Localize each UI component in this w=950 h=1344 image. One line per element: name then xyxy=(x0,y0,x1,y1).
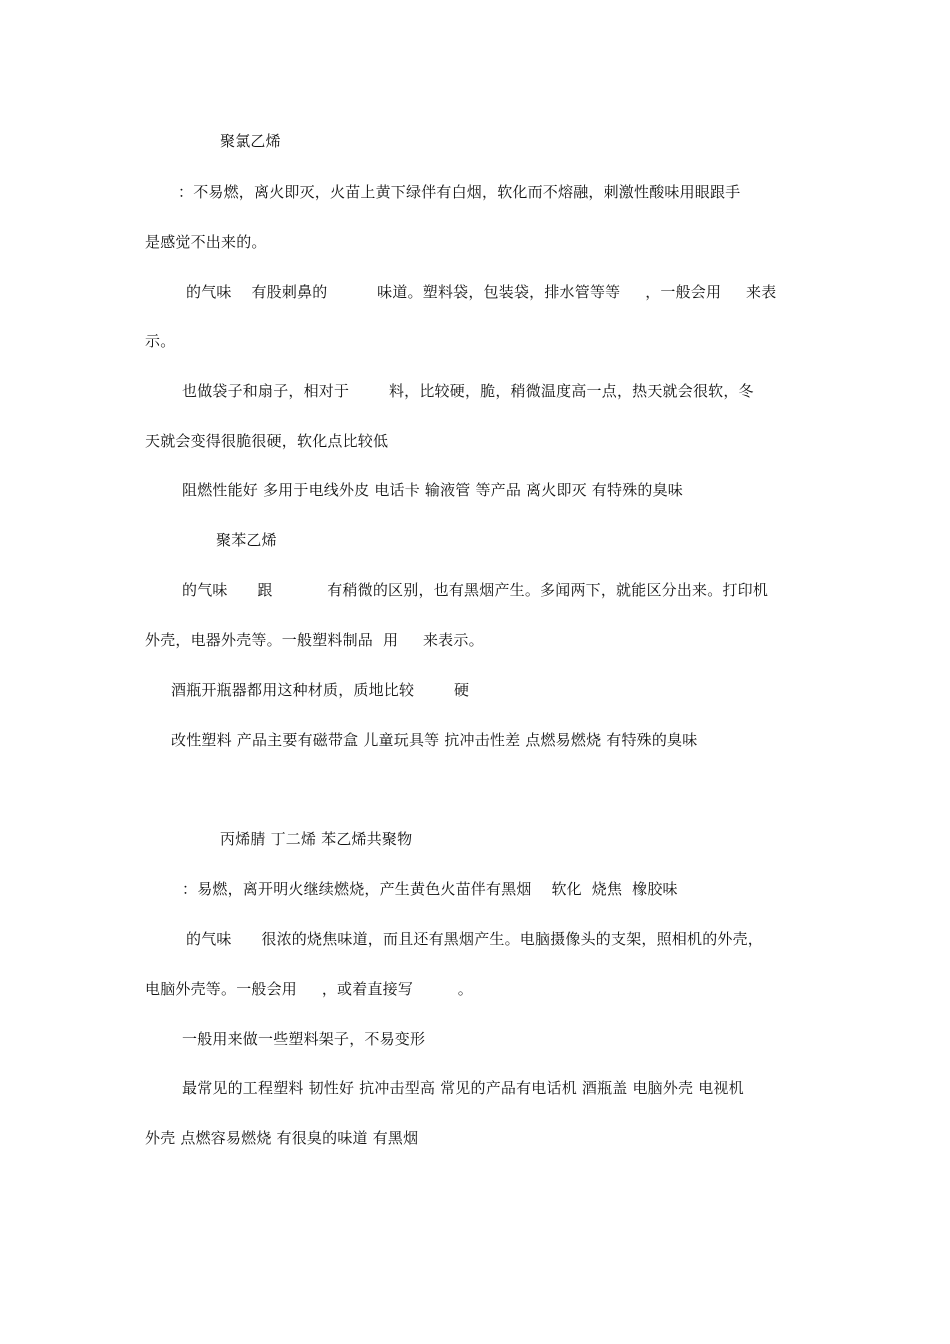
section-title-pvc: 聚氯乙烯 xyxy=(220,132,281,150)
paragraph-line: 是感觉不出来的。 xyxy=(145,233,267,251)
paragraph-line: ：不易燃，离火即灭，火苗上黄下绿伴有白烟，软化而不熔融，刺激性酸味用眼跟手 xyxy=(178,183,741,201)
paragraph-line: 的气味 很浓的烧焦味道，而且还有黑烟产生。电脑摄像头的支架，照相机的外壳， xyxy=(186,930,764,948)
paragraph-line: 外壳，电器外壳等。一般塑料制品 用 来表示。 xyxy=(145,631,484,649)
paragraph-line: 外壳 点燃容易燃烧 有很臭的味道 有黑烟 xyxy=(145,1129,419,1147)
paragraph-line: 示。 xyxy=(145,332,176,350)
section-title-abs: 丙烯腈 丁二烯 苯乙烯共聚物 xyxy=(220,830,413,848)
paragraph-line: 酒瓶开瓶器都用这种材质，质地比较 硬 xyxy=(171,681,470,699)
paragraph-line: 电脑外壳等。一般会用 ，或着直接写 。 xyxy=(145,980,473,998)
paragraph-line: 改性塑料 产品主要有磁带盒 儿童玩具等 抗冲击性差 点燃易燃烧 有特殊的臭味 xyxy=(171,731,698,749)
paragraph-line: 阻燃性能好 多用于电线外皮 电话卡 输液管 等产品 离火即灭 有特殊的臭味 xyxy=(182,481,684,499)
paragraph-line: 天就会变得很脆很硬，软化点比较低 xyxy=(145,432,389,450)
paragraph-line: 的气味 有股刺鼻的 味道。塑料袋，包装袋，排水管等等 ，一般会用 来表 xyxy=(186,283,777,301)
paragraph-line: 最常见的工程塑料 韧性好 抗冲击型高 常见的产品有电话机 酒瓶盖 电脑外壳 电视机 xyxy=(182,1079,744,1097)
paragraph-line: 一般用来做一些塑料架子，不易变形 xyxy=(182,1030,426,1048)
section-title-ps: 聚苯乙烯 xyxy=(216,531,277,549)
paragraph-line: 也做袋子和扇子，相对于 料，比较硬，脆，稍微温度高一点，热天就会很软，冬 xyxy=(182,382,754,400)
paragraph-line: 的气味 跟 有稍微的区别，也有黑烟产生。多闻两下，就能区分出来。打印机 xyxy=(182,581,769,599)
paragraph-line: ：易燃，离开明火继续燃烧，产生黄色火苗伴有黑烟 软化 烧焦 橡胶味 xyxy=(182,880,678,898)
